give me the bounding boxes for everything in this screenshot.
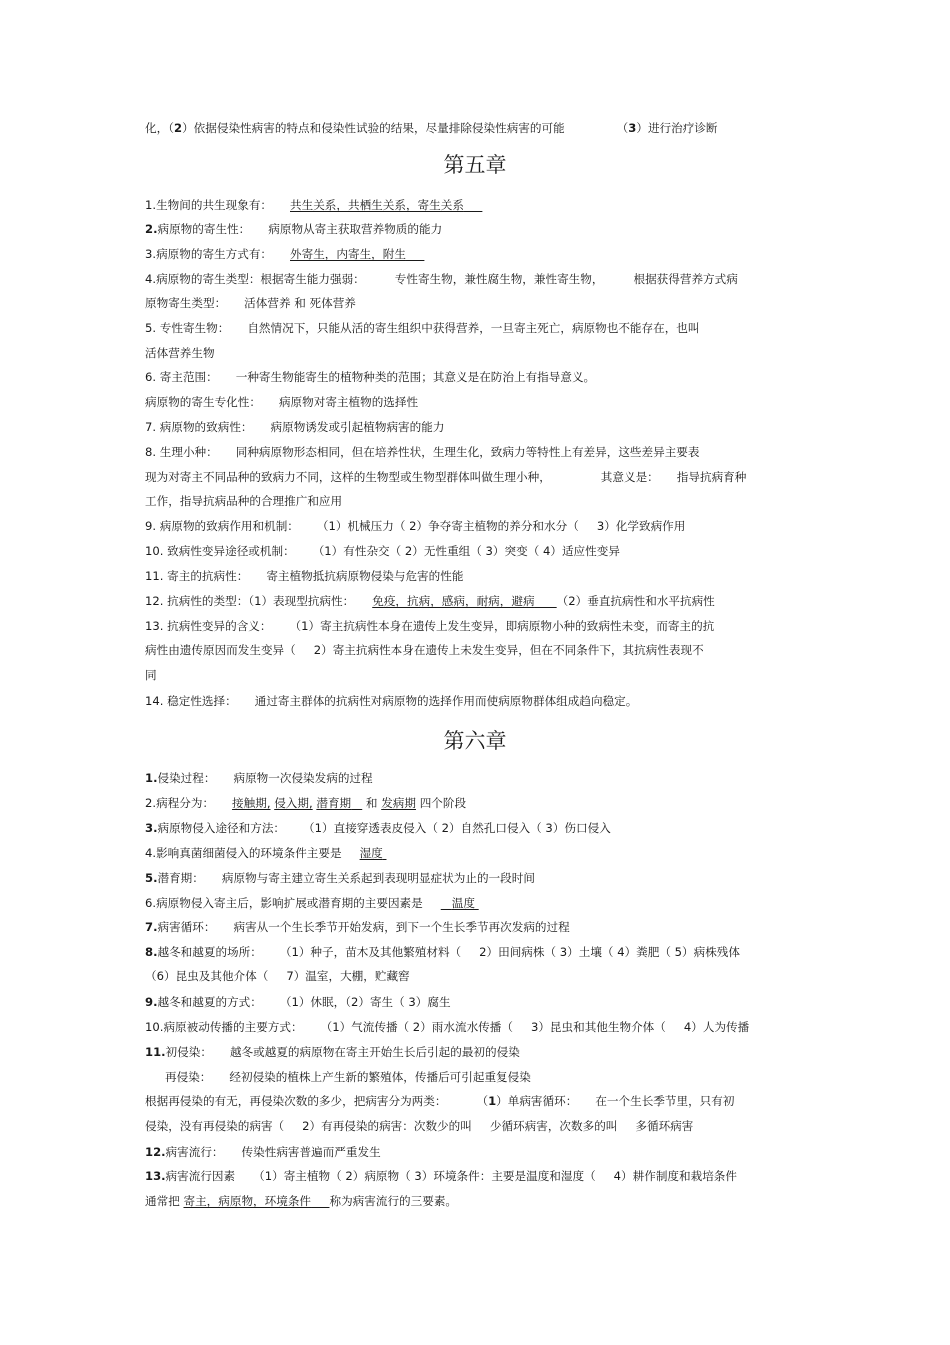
chapter-5-heading: 第五章 bbox=[443, 153, 507, 177]
ch6-item-5: 5.潜育期： 病原物与寄主建立寄生关系起到表现明显症状为止的一段时间 bbox=[145, 871, 535, 885]
ch6-item-2: 2.病程分为： 接触期, 侵入期, 潜育期 和 发病期 四个阶段 bbox=[145, 796, 467, 810]
ch6-item-13: 13.病害流行因素 （1）寄主植物（ 2）病原物（ 3）环境条件：主要是温度和湿度（ 4）耕作制度和栽培条件 bbox=[145, 1169, 737, 1183]
ch5-item-3: 3.病原物的寄生方式有： 外寄生，内寄生，附生 bbox=[145, 247, 406, 261]
ch6-item-13-cont: 通常把 寄主，病原物，环境条件 称为病害流行的三要素。 bbox=[145, 1194, 458, 1208]
ch5-item-8-cont: 现为对寄主不同品种的致病力不同，这样的生物型或生物型群体叫做生理小种， 其意义是： 指导抗病育种 bbox=[145, 470, 747, 484]
ch5-item-5-cont: 活体营养生物 bbox=[145, 346, 215, 360]
ch5-item-12: 12. 抗病性的类型：（1）表现型抗病性： 免疫，抗病，感病，耐病，避病 （2）垂直抗病性和水平抗病性 bbox=[145, 594, 715, 608]
ch5-item-8-cont2: 工作，指导抗病品种的合理推广和应用 bbox=[145, 494, 343, 508]
ch5-item-6-cont: 病原物的寄生专化性： 病原物对寄主植物的选择性 bbox=[145, 395, 419, 409]
ch6-item-9: 9.越冬和越夏的方式： （1）休眠，（2）寄生（ 3）腐生 bbox=[145, 995, 451, 1009]
ch5-item-9: 9. 病原物的致病作用和机制： （1）机械压力（ 2）争夺寄主植物的养分和水分（ 3）化学致病作用 bbox=[145, 519, 686, 533]
ch5-item-7: 7. 病原物的致病性： 病原物诱发或引起植物病害的能力 bbox=[145, 420, 445, 434]
ch5-item-1: 1.生物间的共生现象有： 共生关系，共栖生关系，寄生关系 bbox=[145, 198, 464, 212]
ch5-item-6: 6. 寄主范围： 一种寄生物能寄生的植物种类的范围；其意义是在防治上有指导意义。 bbox=[145, 370, 596, 384]
ch5-item-13: 13. 抗病性变异的含义： （1）寄主抗病性本身在遗传上发生变异，即病原物小种的致病性未变，而寄主的抗 bbox=[145, 619, 715, 633]
ch6-item-3: 3.病原物侵入途径和方法： （1）直接穿透表皮侵入（ 2）自然孔口侵入（ 3）伤口侵入 bbox=[145, 821, 611, 835]
ch6-item-12: 12.病害流行： 传染性病害普遍而严重发生 bbox=[145, 1145, 381, 1159]
ch6-item-7: 7.病害循环： 病害从一个生长季节开始发病，到下一个生长季节再次发病的过程 bbox=[145, 920, 570, 934]
ch5-item-14: 14. 稳定性选择： 通过寄主群体的抗病性对病原物的选择作用而使病原物群体组成趋向稳定。 bbox=[145, 694, 638, 708]
ch5-item-13-cont: 病性由遗传原因而发生变异（ 2）寄主抗病性本身在遗传上未发生变异，但在不同条件下，其抗病性表现不 bbox=[145, 643, 704, 657]
ch5-item-5: 5. 专性寄生物： 自然情况下，只能从活的寄生组织中获得营养，一旦寄主死亡，病原物也不能存在，也叫 bbox=[145, 321, 700, 335]
ch5-item-2: 2.病原物的寄生性： 病原物从寄主获取营养物质的能力 bbox=[145, 222, 443, 236]
ch5-item-11: 11. 寄主的抗病性： 寄主植物抵抗病原物侵染与危害的性能 bbox=[145, 569, 464, 583]
ch5-item-4-cont: 原物寄生类型： 活体营养 和 死体营养 bbox=[145, 296, 356, 310]
ch6-item-10: 10.病原被动传播的主要方式： （1）气流传播（ 2）雨水流水传播（ 3）昆虫和其他生物介体（ 4）人为传播 bbox=[145, 1020, 750, 1034]
ch6-item-4: 4.影响真菌细菌侵入的环境条件主要是 湿度 bbox=[145, 846, 383, 860]
ch5-item-10: 10. 致病性变异途径或机制： （1）有性杂交（ 2）无性重组（ 3）突变（ 4）适应性变异 bbox=[145, 544, 620, 558]
ch6-item-11: 11.初侵染： 越冬或越夏的病原物在寄主开始生长后引起的最初的侵染 bbox=[145, 1045, 520, 1059]
ch6-item-11-cont2: 侵染，没有再侵染的病害（ 2）有再侵染的病害：次数少的叫 少循环病害，次数多的叫 多循环病害 bbox=[145, 1119, 694, 1133]
ch5-item-13-cont2: 同 bbox=[145, 668, 157, 682]
ch6-item-6: 6.病原物侵入寄主后，影响扩展或潜育期的主要因素是 温度 bbox=[145, 896, 475, 910]
ch6-item-11-cont: 根据再侵染的有无，再侵染次数的多少，把病害分为两类： （1）单病害循环： 在一个生长季节里，只有初 bbox=[145, 1094, 735, 1108]
chapter-6-heading: 第六章 bbox=[443, 729, 507, 753]
ch6-item-8-cont: （6）昆虫及其他介体（ 7）温室，大棚，贮藏窖 bbox=[145, 969, 410, 983]
ch6-item-1: 1.侵染过程： 病原物一次侵染发病的过程 bbox=[145, 771, 373, 785]
ch6-item-8: 8.越冬和越夏的场所： （1）种子，苗木及其他繁殖材料（ 2）田间病株（ 3）土壤（ 4）粪肥（ 5）病株残体 bbox=[145, 945, 740, 959]
ch6-item-11-reinfection: 再侵染： 经初侵染的植株上产生新的繁殖体，传播后可引起重复侵染 bbox=[165, 1070, 531, 1084]
ch5-item-8: 8. 生理小种： 同种病原物形态相同，但在培养性状，生理生化，致病力等特性上有差异，这些差异主要表 bbox=[145, 445, 700, 459]
top-continuation-line: 化，（2）依据侵染性病害的特点和侵染性试验的结果，尽量排除侵染性病害的可能 （3）进行治疗诊断 bbox=[145, 121, 718, 135]
ch5-item-4: 4.病原物的寄生类型：根据寄生能力强弱： 专性寄生物，兼性腐生物，兼性寄生物， 根据获得营养方式病 bbox=[145, 272, 738, 286]
